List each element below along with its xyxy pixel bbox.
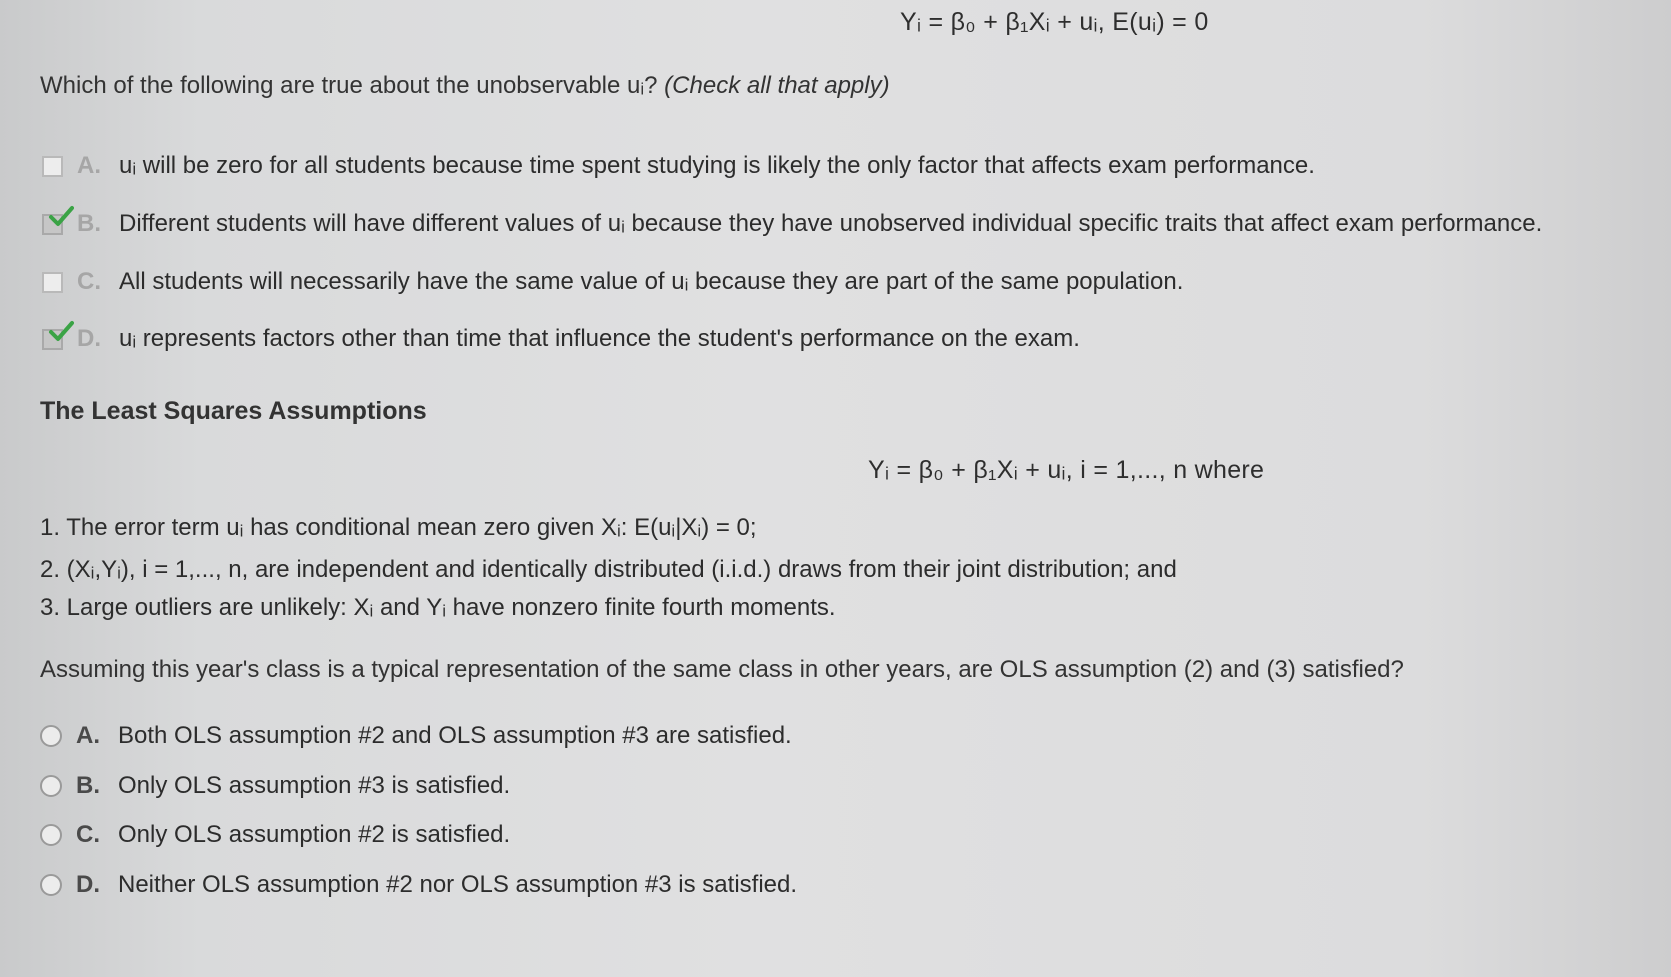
option-letter: D. (76, 871, 100, 898)
option-letter: C. (77, 268, 101, 295)
option-text: All students will necessarily have the same value of uᵢ because they are part of the same population. (119, 268, 1184, 295)
option-letter: B. (77, 210, 101, 237)
q2-option-c[interactable] (40, 821, 510, 849)
option-letter: C. (76, 821, 100, 848)
option-letter: A. (77, 152, 101, 179)
assumption-2: 2. (Xᵢ,Yᵢ), i = 1,..., n, are independent and identically distributed (i.i.d.) draws from their joint distribution; and (40, 556, 1177, 583)
q2-option-d[interactable] (40, 871, 797, 899)
radio-a[interactable] (40, 725, 62, 747)
radio-b[interactable] (40, 775, 62, 797)
q2-option-b[interactable] (40, 772, 510, 800)
q1-option-d[interactable] (42, 325, 1080, 353)
radio-d[interactable] (40, 874, 62, 896)
option-letter: B. (76, 772, 100, 799)
question-1 (40, 72, 890, 100)
option-text: Only OLS assumption #3 is satisfied. (118, 772, 511, 799)
checkbox-d[interactable] (42, 329, 63, 350)
ls-formula: Yᵢ = β₀ + β₁Xᵢ + uᵢ, i = 1,..., n where (868, 456, 1265, 484)
option-text: uᵢ represents factors other than time that influence the student's performance on the exam. (119, 325, 1080, 352)
q2-option-a[interactable] (40, 722, 792, 750)
q1-option-b[interactable] (42, 210, 1542, 238)
option-letter: D. (77, 325, 101, 352)
question-2: Assuming this year's class is a typical representation of the same class in other years, are OLS assumption (2) and (3) satisfied? (40, 656, 1404, 683)
option-text: Different students will have different values of uᵢ because they have unobserved individual specific traits that affect exam performance. (119, 210, 1543, 237)
question-1-text: Which of the following are true about the unobservable uᵢ? (40, 72, 658, 99)
section-title: The Least Squares Assumptions (40, 397, 427, 425)
check-icon (48, 204, 74, 230)
model-formula: Yᵢ = β₀ + β₁Xᵢ + uᵢ, E(uᵢ) = 0 (900, 8, 1209, 36)
option-text: Both OLS assumption #2 and OLS assumption #3 are satisfied. (118, 722, 792, 749)
option-text: Only OLS assumption #2 is satisfied. (118, 821, 511, 848)
checkbox-a[interactable] (42, 156, 63, 177)
assumption-3: 3. Large outliers are unlikely: Xᵢ and Yᵢ have nonzero finite fourth moments. (40, 594, 836, 621)
q1-option-a[interactable] (42, 152, 1315, 180)
option-letter: A. (76, 722, 100, 749)
check-icon (48, 319, 74, 345)
q1-option-c[interactable] (42, 268, 1183, 296)
question-1-hint: (Check all that apply) (664, 72, 890, 99)
checkbox-c[interactable] (42, 272, 63, 293)
option-text: Neither OLS assumption #2 nor OLS assumption #3 is satisfied. (118, 871, 798, 898)
checkbox-b[interactable] (42, 214, 63, 235)
radio-c[interactable] (40, 824, 62, 846)
option-text: uᵢ will be zero for all students because time spent studying is likely the only factor that affects exam performance. (119, 152, 1315, 179)
assumption-1: 1. The error term uᵢ has conditional mean zero given Xᵢ: E(uᵢ|Xᵢ) = 0; (40, 514, 757, 541)
